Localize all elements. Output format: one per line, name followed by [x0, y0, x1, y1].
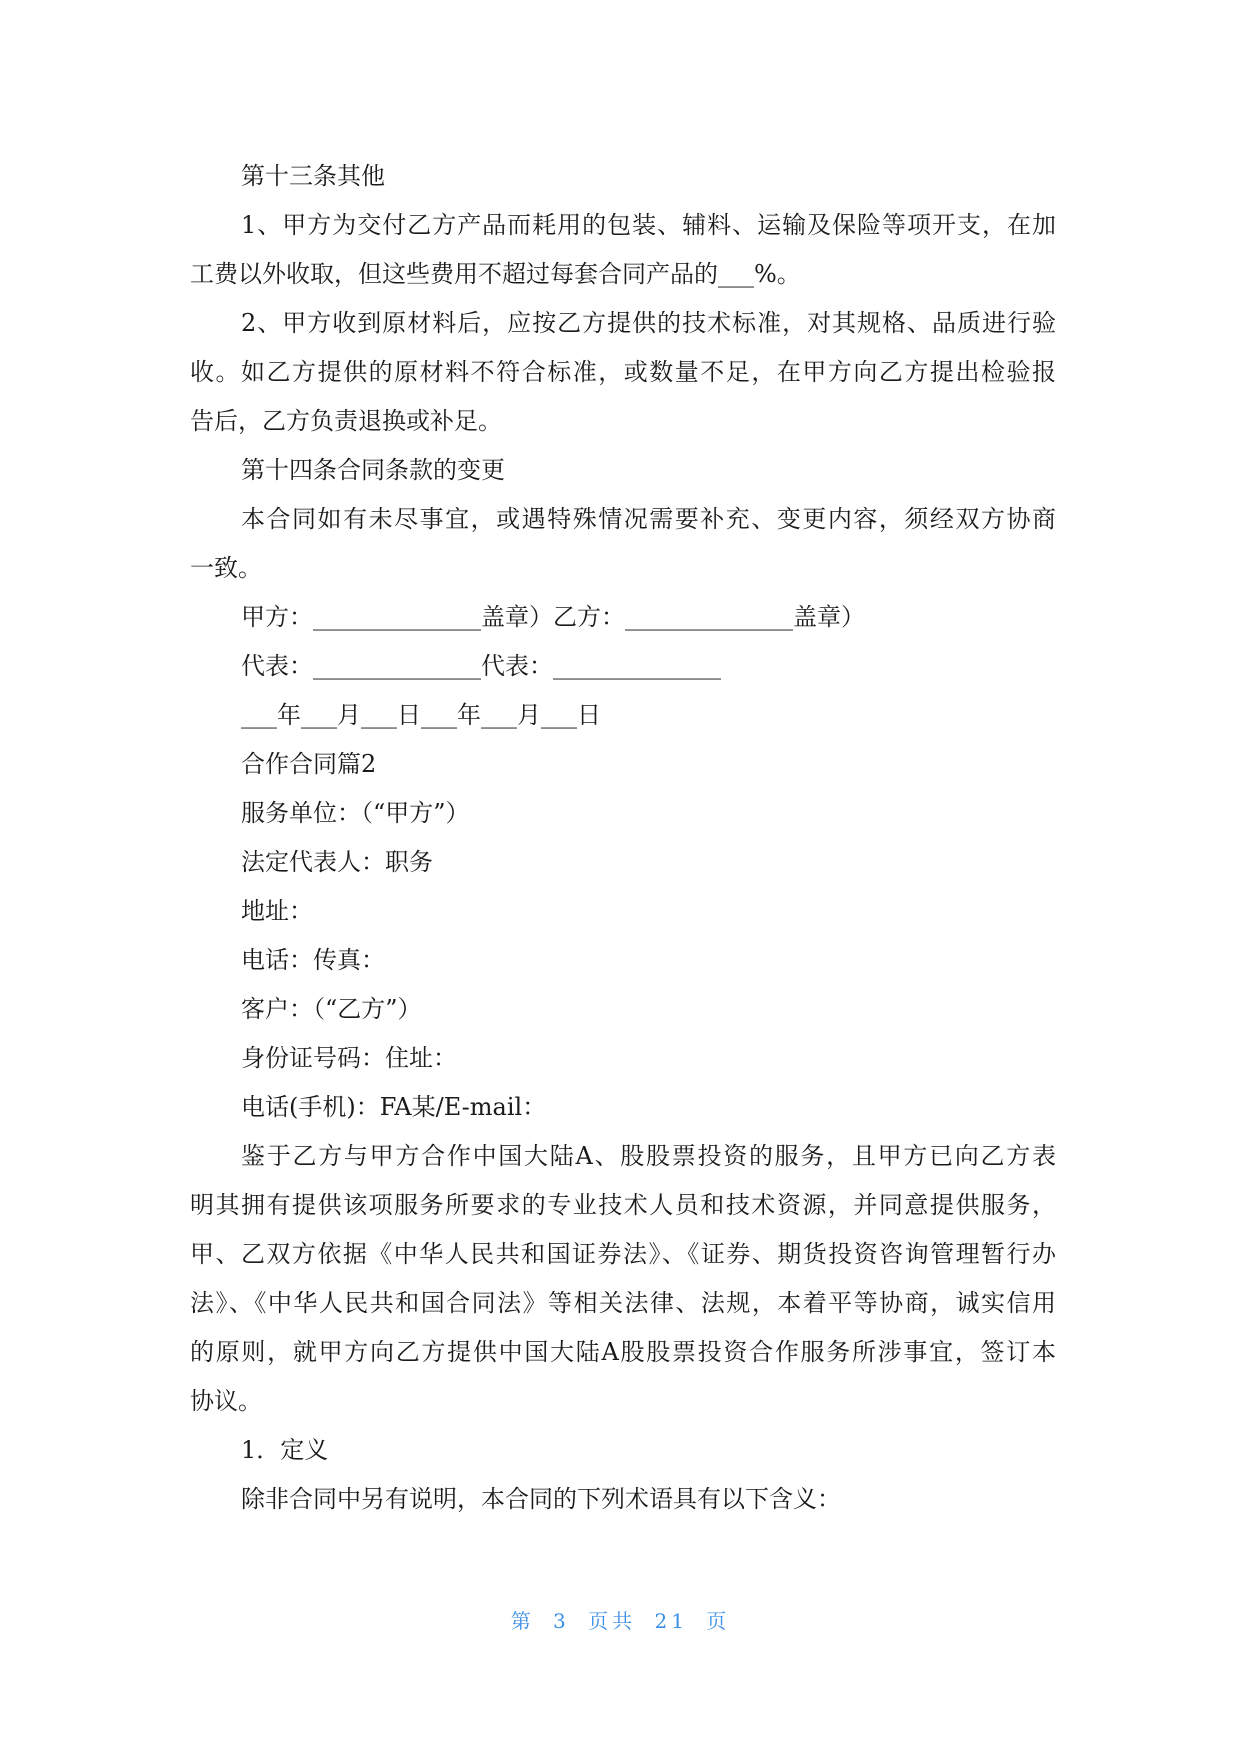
paragraph-line: 明其拥有提供该项服务所要求的专业技术人员和技术资源，并同意提供服务，	[190, 1191, 1056, 1219]
paragraph-line: 告后，乙方负责退换或补足。	[190, 407, 502, 435]
field-line: 地址：	[241, 897, 313, 925]
page-number-footer: 第 3 页共 21 页	[510, 1609, 731, 1633]
field-line: 法定代表人：职务	[241, 848, 433, 876]
paragraph-line: 鉴于乙方与甲方合作中国大陆A、股股票投资的服务，且甲方已向乙方表	[241, 1142, 1056, 1170]
signature-line: 甲方：______________盖章）乙方：______________盖章）	[241, 603, 865, 631]
date-line: ___年___月___日___年___月___日	[241, 701, 601, 729]
field-line: 服务单位：（“甲方”）	[241, 799, 470, 827]
paragraph-line: 2、甲方收到原材料后，应按乙方提供的技术标准，对其规格、品质进行验	[241, 309, 1056, 337]
paragraph-line: 收。如乙方提供的原材料不符合标准，或数量不足，在甲方向乙方提出检验报	[190, 358, 1056, 386]
section-heading: 第十四条合同条款的变更	[241, 456, 505, 484]
section-heading: 第十三条其他	[241, 162, 385, 190]
paragraph-line: 本合同如有未尽事宜，或遇特殊情况需要补充、变更内容，须经双方协商	[241, 505, 1056, 533]
paragraph-line: 协议。	[190, 1387, 262, 1415]
field-line: 电话：传真：	[241, 946, 385, 974]
field-line: 身份证号码：住址：	[241, 1044, 457, 1072]
paragraph-line: 甲、乙双方依据《中华人民共和国证券法》、《证券、期货投资咨询管理暂行办	[190, 1240, 1056, 1268]
paragraph-line: 一致。	[190, 554, 262, 582]
paragraph-line: 法》、《中华人民共和国合同法》等相关法律、法规，本着平等协商，诚实信用	[190, 1289, 1056, 1317]
paragraph-line: 1、甲方为交付乙方产品而耗用的包装、辅料、运输及保险等项开支，在加	[241, 211, 1056, 239]
document-body	[190, 152, 1056, 1524]
paragraph-line: 的原则，就甲方向乙方提供中国大陆A股股票投资合作服务所涉事宜，签订本	[190, 1338, 1056, 1366]
field-line: 客户：（“乙方”）	[241, 995, 422, 1023]
section-heading: 1．定义	[241, 1436, 329, 1464]
paragraph-line: 除非合同中另有说明，本合同的下列术语具有以下含义：	[241, 1485, 841, 1513]
section-heading: 合作合同篇2	[241, 750, 377, 778]
paragraph-line: 工费以外收取，但这些费用不超过每套合同产品的___%。	[190, 260, 801, 288]
signature-line: 代表：______________代表：______________	[241, 652, 721, 680]
field-line: 电话(手机)：FA某/E-mail：	[241, 1093, 547, 1121]
